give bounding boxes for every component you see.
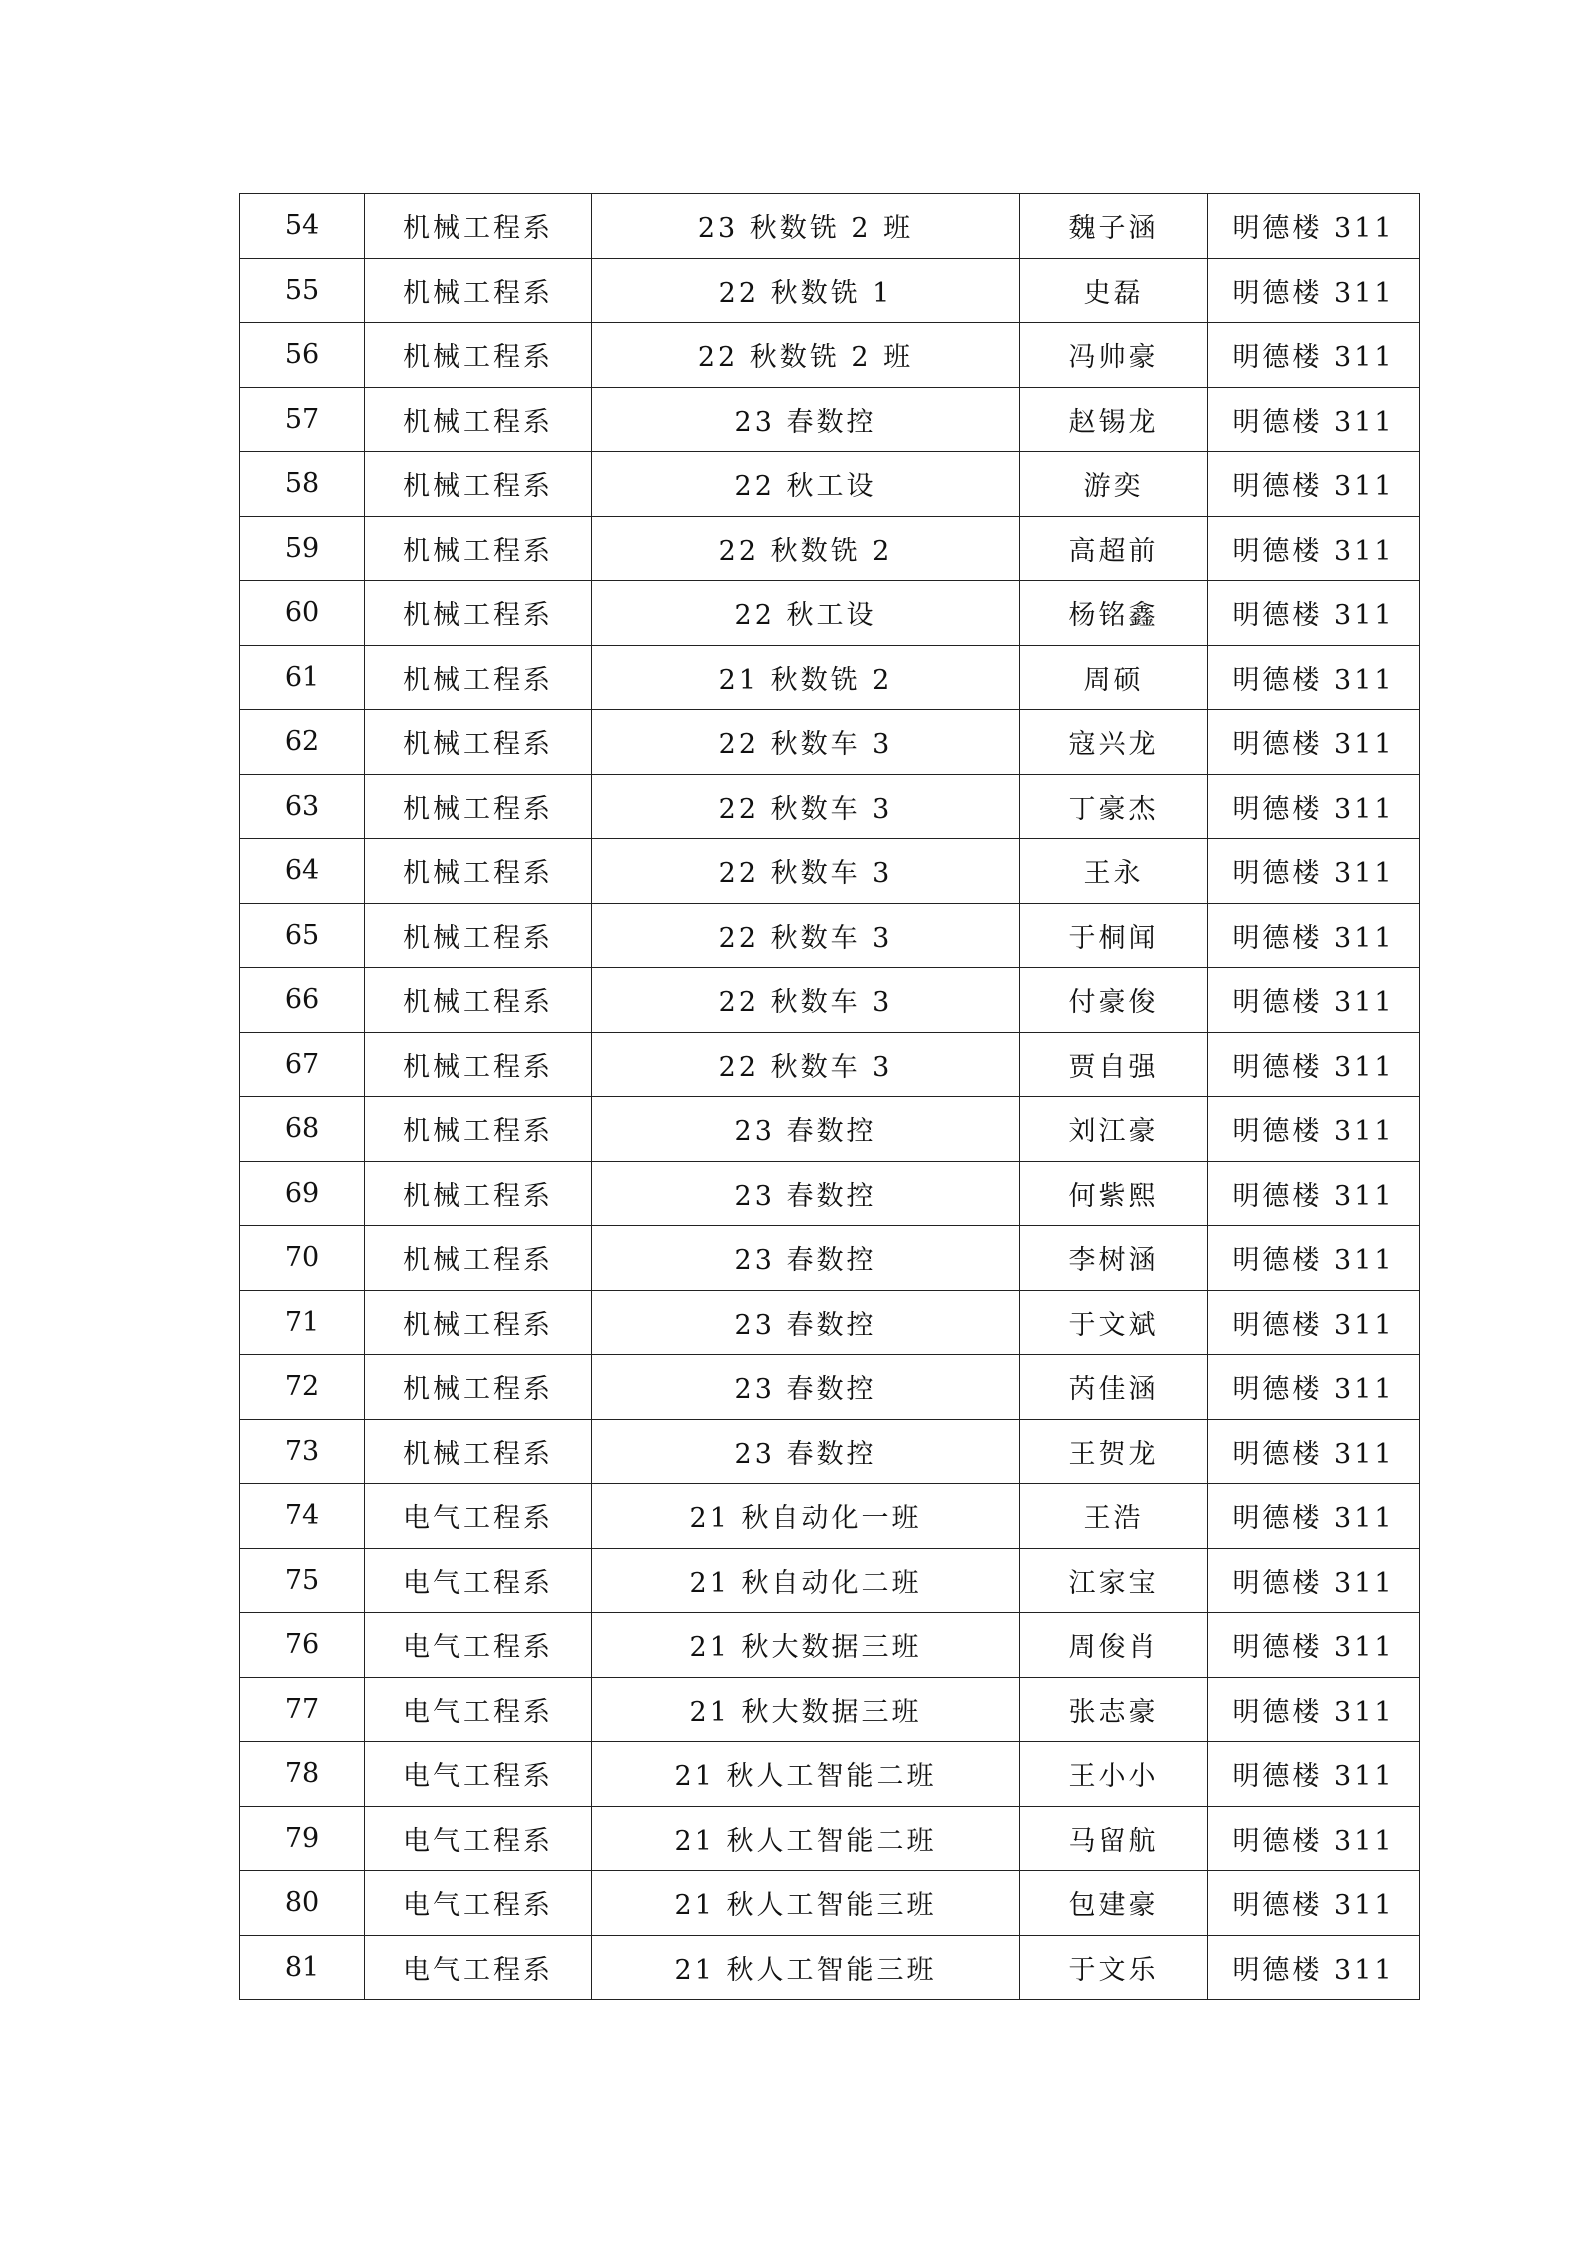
student-name-cell: 冯帅豪 (1020, 323, 1208, 388)
department-cell: 机械工程系 (365, 1290, 592, 1355)
row-number-cell: 79 (240, 1806, 365, 1871)
class-cell: 22 秋工设 (592, 581, 1020, 646)
row-number-cell: 80 (240, 1871, 365, 1936)
class-cell: 22 秋数铣 2 班 (592, 323, 1020, 388)
room-cell: 明德楼 311 (1208, 968, 1420, 1033)
row-number-cell: 57 (240, 387, 365, 452)
student-name-cell: 杨铭鑫 (1020, 581, 1208, 646)
student-name-cell: 王小小 (1020, 1742, 1208, 1807)
department-cell: 机械工程系 (365, 323, 592, 388)
department-cell: 电气工程系 (365, 1935, 592, 2000)
class-cell: 21 秋大数据三班 (592, 1677, 1020, 1742)
student-name-cell: 魏子涵 (1020, 194, 1208, 259)
department-cell: 机械工程系 (365, 387, 592, 452)
class-cell: 22 秋数车 3 (592, 1032, 1020, 1097)
student-name-cell: 游奕 (1020, 452, 1208, 517)
room-cell: 明德楼 311 (1208, 1032, 1420, 1097)
table-row (240, 968, 1420, 1033)
table-row (240, 1226, 1420, 1291)
row-number-cell: 62 (240, 710, 365, 775)
row-number-cell: 63 (240, 774, 365, 839)
class-cell: 21 秋人工智能三班 (592, 1935, 1020, 2000)
department-cell: 机械工程系 (365, 194, 592, 259)
department-cell: 机械工程系 (365, 968, 592, 1033)
class-cell: 22 秋数车 3 (592, 968, 1020, 1033)
room-cell: 明德楼 311 (1208, 387, 1420, 452)
table-row (240, 452, 1420, 517)
room-cell: 明德楼 311 (1208, 839, 1420, 904)
department-cell: 机械工程系 (365, 903, 592, 968)
table-row (240, 645, 1420, 710)
department-cell: 机械工程系 (365, 1419, 592, 1484)
student-name-cell: 赵锡龙 (1020, 387, 1208, 452)
room-cell: 明德楼 311 (1208, 1097, 1420, 1162)
row-number-cell: 54 (240, 194, 365, 259)
student-name-cell: 王永 (1020, 839, 1208, 904)
row-number-cell: 76 (240, 1613, 365, 1678)
table-row (240, 1806, 1420, 1871)
student-name-cell: 寇兴龙 (1020, 710, 1208, 775)
room-cell: 明德楼 311 (1208, 1677, 1420, 1742)
class-cell: 23 春数控 (592, 1161, 1020, 1226)
class-cell: 21 秋人工智能二班 (592, 1742, 1020, 1807)
class-cell: 21 秋人工智能二班 (592, 1806, 1020, 1871)
department-cell: 机械工程系 (365, 1226, 592, 1291)
department-cell: 机械工程系 (365, 774, 592, 839)
row-number-cell: 69 (240, 1161, 365, 1226)
student-name-cell: 王贺龙 (1020, 1419, 1208, 1484)
room-cell: 明德楼 311 (1208, 581, 1420, 646)
room-cell: 明德楼 311 (1208, 1935, 1420, 2000)
row-number-cell: 71 (240, 1290, 365, 1355)
row-number-cell: 68 (240, 1097, 365, 1162)
table-row (240, 1032, 1420, 1097)
room-cell: 明德楼 311 (1208, 645, 1420, 710)
row-number-cell: 70 (240, 1226, 365, 1291)
class-cell: 23 春数控 (592, 1419, 1020, 1484)
row-number-cell: 61 (240, 645, 365, 710)
room-cell: 明德楼 311 (1208, 1613, 1420, 1678)
student-name-cell: 马留航 (1020, 1806, 1208, 1871)
row-number-cell: 60 (240, 581, 365, 646)
class-cell: 23 秋数铣 2 班 (592, 194, 1020, 259)
class-cell: 21 秋自动化二班 (592, 1548, 1020, 1613)
department-cell: 机械工程系 (365, 1355, 592, 1420)
table-row (240, 903, 1420, 968)
room-cell: 明德楼 311 (1208, 1226, 1420, 1291)
table-row (240, 1355, 1420, 1420)
department-cell: 电气工程系 (365, 1806, 592, 1871)
department-cell: 电气工程系 (365, 1742, 592, 1807)
student-name-cell: 李树涵 (1020, 1226, 1208, 1291)
student-name-cell: 贾自强 (1020, 1032, 1208, 1097)
class-cell: 21 秋自动化一班 (592, 1484, 1020, 1549)
class-cell: 23 春数控 (592, 1355, 1020, 1420)
student-name-cell: 芮佳涵 (1020, 1355, 1208, 1420)
room-cell: 明德楼 311 (1208, 774, 1420, 839)
department-cell: 电气工程系 (365, 1871, 592, 1936)
table-row (240, 1419, 1420, 1484)
table-row (240, 323, 1420, 388)
class-cell: 23 春数控 (592, 1226, 1020, 1291)
row-number-cell: 73 (240, 1419, 365, 1484)
student-name-cell: 何紫熙 (1020, 1161, 1208, 1226)
student-name-cell: 高超前 (1020, 516, 1208, 581)
class-cell: 22 秋数铣 2 (592, 516, 1020, 581)
table-row (240, 1161, 1420, 1226)
student-name-cell: 张志豪 (1020, 1677, 1208, 1742)
table-row (240, 387, 1420, 452)
room-cell: 明德楼 311 (1208, 1484, 1420, 1549)
student-name-cell: 江家宝 (1020, 1548, 1208, 1613)
table-row (240, 1097, 1420, 1162)
class-cell: 22 秋数车 3 (592, 903, 1020, 968)
room-cell: 明德楼 311 (1208, 1161, 1420, 1226)
student-name-cell: 刘江豪 (1020, 1097, 1208, 1162)
row-number-cell: 64 (240, 839, 365, 904)
row-number-cell: 67 (240, 1032, 365, 1097)
table-row (240, 710, 1420, 775)
student-name-cell: 包建豪 (1020, 1871, 1208, 1936)
table-row (240, 839, 1420, 904)
room-cell: 明德楼 311 (1208, 258, 1420, 323)
student-name-cell: 周硕 (1020, 645, 1208, 710)
table-row (240, 774, 1420, 839)
department-cell: 电气工程系 (365, 1613, 592, 1678)
room-cell: 明德楼 311 (1208, 1548, 1420, 1613)
row-number-cell: 56 (240, 323, 365, 388)
table-row (240, 1548, 1420, 1613)
table-row (240, 194, 1420, 259)
room-cell: 明德楼 311 (1208, 710, 1420, 775)
table-row (240, 516, 1420, 581)
room-cell: 明德楼 311 (1208, 1419, 1420, 1484)
room-cell: 明德楼 311 (1208, 1806, 1420, 1871)
student-name-cell: 周俊肖 (1020, 1613, 1208, 1678)
row-number-cell: 72 (240, 1355, 365, 1420)
table-row (240, 1871, 1420, 1936)
roster-table (239, 193, 1420, 2000)
class-cell: 22 秋数车 3 (592, 774, 1020, 839)
table-row (240, 1935, 1420, 2000)
table-row (240, 258, 1420, 323)
department-cell: 机械工程系 (365, 645, 592, 710)
room-cell: 明德楼 311 (1208, 1742, 1420, 1807)
class-cell: 21 秋大数据三班 (592, 1613, 1020, 1678)
row-number-cell: 55 (240, 258, 365, 323)
student-name-cell: 于桐闻 (1020, 903, 1208, 968)
student-name-cell: 史磊 (1020, 258, 1208, 323)
class-cell: 22 秋数铣 1 (592, 258, 1020, 323)
student-name-cell: 于文乐 (1020, 1935, 1208, 2000)
row-number-cell: 58 (240, 452, 365, 517)
department-cell: 机械工程系 (365, 516, 592, 581)
department-cell: 机械工程系 (365, 1032, 592, 1097)
room-cell: 明德楼 311 (1208, 194, 1420, 259)
department-cell: 机械工程系 (365, 710, 592, 775)
class-cell: 23 春数控 (592, 387, 1020, 452)
department-cell: 机械工程系 (365, 1161, 592, 1226)
row-number-cell: 66 (240, 968, 365, 1033)
row-number-cell: 77 (240, 1677, 365, 1742)
department-cell: 电气工程系 (365, 1677, 592, 1742)
room-cell: 明德楼 311 (1208, 516, 1420, 581)
table-row (240, 1677, 1420, 1742)
department-cell: 电气工程系 (365, 1548, 592, 1613)
table-row (240, 1742, 1420, 1807)
row-number-cell: 59 (240, 516, 365, 581)
row-number-cell: 65 (240, 903, 365, 968)
class-cell: 23 春数控 (592, 1097, 1020, 1162)
row-number-cell: 75 (240, 1548, 365, 1613)
table-row (240, 1290, 1420, 1355)
department-cell: 机械工程系 (365, 258, 592, 323)
student-name-cell: 丁豪杰 (1020, 774, 1208, 839)
table-row (240, 1484, 1420, 1549)
class-cell: 21 秋数铣 2 (592, 645, 1020, 710)
class-cell: 22 秋数车 3 (592, 839, 1020, 904)
room-cell: 明德楼 311 (1208, 323, 1420, 388)
room-cell: 明德楼 311 (1208, 452, 1420, 517)
department-cell: 电气工程系 (365, 1484, 592, 1549)
row-number-cell: 81 (240, 1935, 365, 2000)
row-number-cell: 78 (240, 1742, 365, 1807)
student-name-cell: 于文斌 (1020, 1290, 1208, 1355)
room-cell: 明德楼 311 (1208, 1290, 1420, 1355)
student-name-cell: 付豪俊 (1020, 968, 1208, 1033)
roster-table-body (240, 194, 1420, 2000)
student-name-cell: 王浩 (1020, 1484, 1208, 1549)
room-cell: 明德楼 311 (1208, 903, 1420, 968)
class-cell: 22 秋工设 (592, 452, 1020, 517)
department-cell: 机械工程系 (365, 1097, 592, 1162)
room-cell: 明德楼 311 (1208, 1355, 1420, 1420)
table-row (240, 581, 1420, 646)
class-cell: 21 秋人工智能三班 (592, 1871, 1020, 1936)
department-cell: 机械工程系 (365, 839, 592, 904)
department-cell: 机械工程系 (365, 452, 592, 517)
class-cell: 22 秋数车 3 (592, 710, 1020, 775)
row-number-cell: 74 (240, 1484, 365, 1549)
room-cell: 明德楼 311 (1208, 1871, 1420, 1936)
class-cell: 23 春数控 (592, 1290, 1020, 1355)
table-row (240, 1613, 1420, 1678)
department-cell: 机械工程系 (365, 581, 592, 646)
